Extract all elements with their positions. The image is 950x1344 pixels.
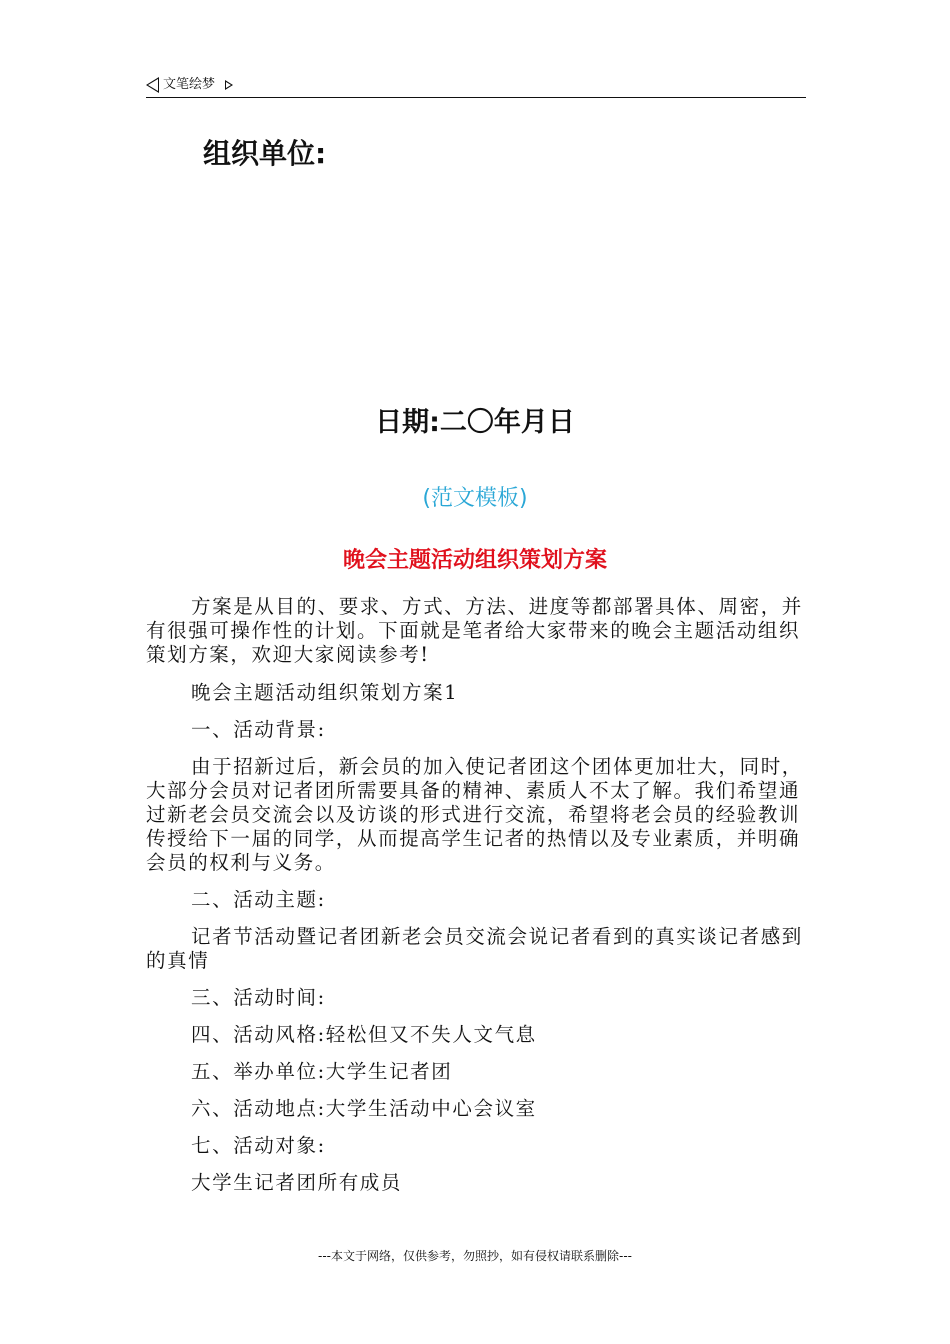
triangle-left-icon xyxy=(146,77,159,93)
section-heading: 六、活动地点:大学生活动中心会议室 xyxy=(191,1097,537,1120)
template-label: (范文模板) xyxy=(422,486,528,511)
document-title: 晚会主题活动组织策划方案 xyxy=(342,548,607,573)
brand-text: 文笔绘梦 xyxy=(163,77,216,92)
header-divider xyxy=(146,97,806,98)
org-label: 组织单位: xyxy=(203,137,327,170)
intro-paragraph: 方案是从目的、要求、方式、方法、进度等都部署具体、周密，并有很强可操作性的计划。下面就是笔者给大家带来的晚会主题活动组织策划方案，欢迎大家阅读参考! xyxy=(146,595,803,666)
triangle-right-icon xyxy=(225,80,233,90)
body-paragraph: 由于招新过后，新会员的加入使记者团这个团体更加壮大，同时，大部分会员对记者团所需要具备的精神、素质人不太了解。我们希望通过新老会员交流会以及访谈的形式进行交流，希望将老会员的经验教训传授给下一届的同学，从而提高学生记者的热情以及专业素质，并明确会员的权利与义务。 xyxy=(146,755,803,874)
section-heading: 三、活动时间: xyxy=(191,986,326,1009)
body-paragraph: 记者节活动暨记者团新老会员交流会说记者看到的真实谈记者感到的真情 xyxy=(146,925,803,972)
section-heading: 二、活动主题: xyxy=(191,888,326,911)
document-body xyxy=(146,595,806,1195)
page-header xyxy=(146,74,806,98)
header-brand xyxy=(146,74,233,96)
section-heading: 一、活动背景: xyxy=(191,718,326,741)
section-heading: 四、活动风格:轻松但又不失人文气息 xyxy=(191,1023,537,1046)
section-heading: 七、活动对象: xyxy=(191,1134,326,1157)
section-heading: 五、举办单位:大学生记者团 xyxy=(191,1060,453,1083)
date-label: 日期:二〇年月日 xyxy=(375,407,575,438)
body-paragraph: 大学生记者团所有成员 xyxy=(191,1171,403,1194)
section-heading: 晚会主题活动组织策划方案1 xyxy=(191,681,459,704)
page-footer: ---本文于网络，仅供参考，勿照抄，如有侵权请联系删除--- xyxy=(318,1249,632,1263)
